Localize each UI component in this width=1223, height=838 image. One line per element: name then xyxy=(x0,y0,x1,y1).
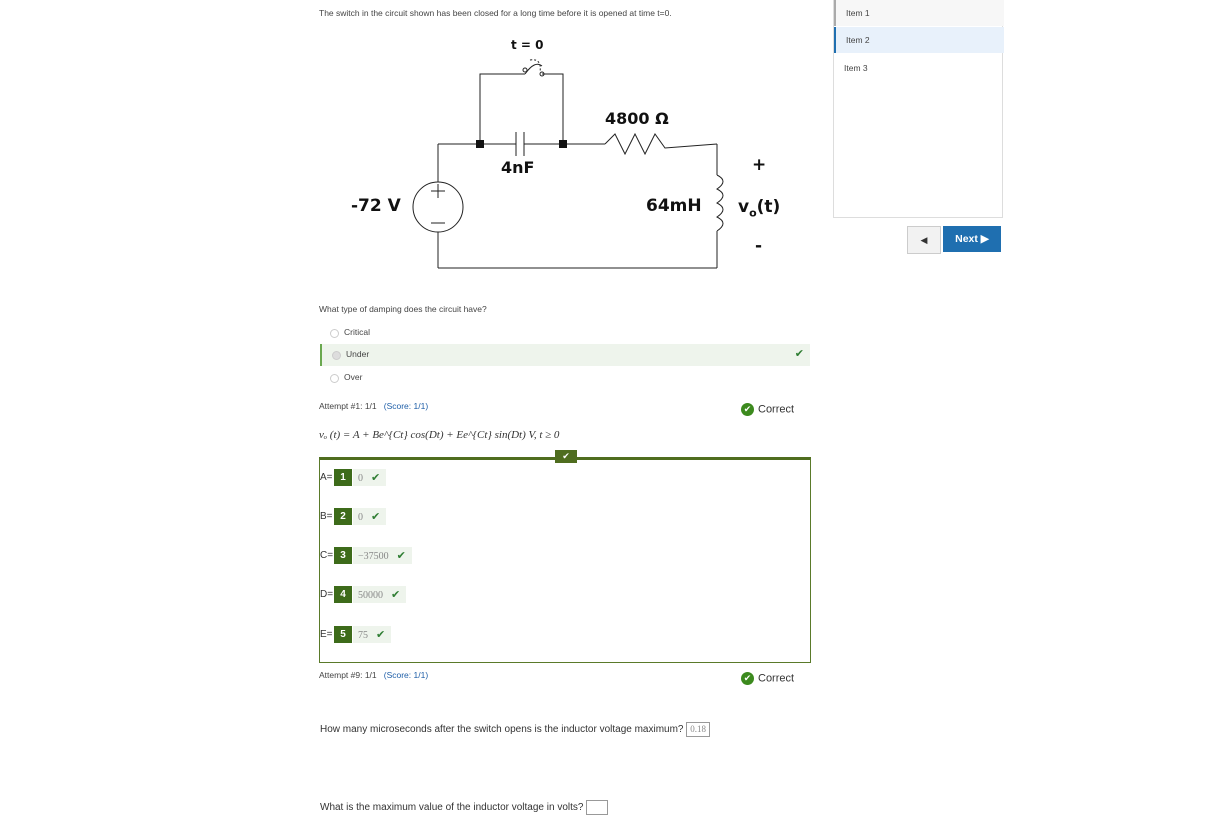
answer-a-field[interactable]: 0 ✔ xyxy=(353,469,386,486)
radio-icon[interactable] xyxy=(330,329,339,338)
checkmark-icon: ✔ xyxy=(741,672,754,685)
max-voltage-input[interactable] xyxy=(586,800,608,815)
radio-icon[interactable] xyxy=(332,351,341,360)
correct-badge: ✔ Correct xyxy=(741,403,794,416)
checkmark-icon: ✔ xyxy=(371,510,381,523)
collapse-icon[interactable]: ✔ xyxy=(555,450,577,463)
item-sidebar xyxy=(833,0,1003,218)
sidebar-item-3[interactable]: Item 3 xyxy=(844,63,868,73)
question-max-voltage: What is the maximum value of the inductor voltage in volts? xyxy=(320,800,608,815)
prev-button[interactable]: ◀ xyxy=(907,226,941,254)
inductor-label: 64mH xyxy=(646,196,702,216)
option-over[interactable]: Over xyxy=(320,367,810,389)
answer-e-field[interactable]: 75 ✔ xyxy=(353,626,391,643)
sidebar-item-1[interactable]: Item 1 xyxy=(834,0,1004,26)
score-link[interactable]: (Score: 1/1) xyxy=(383,401,429,411)
node-left xyxy=(476,140,484,148)
minus-sign: - xyxy=(755,236,763,256)
problem-statement: The switch in the circuit shown has been closed for a long time before it is opened at time t=0. xyxy=(319,8,672,18)
question-microseconds: How many microseconds after the switch opens is the inductor voltage maximum? 0.18 xyxy=(320,722,710,737)
resistor-label: 4800 Ω xyxy=(605,109,669,128)
capacitor-label: 4nF xyxy=(501,158,535,177)
checkmark-icon: ✔ xyxy=(376,628,386,641)
damping-question: What type of damping does the circuit have? xyxy=(319,304,487,314)
equation: vₒ (t) = A + Be^{Ct} cos(Dt) + Ee^{Ct} sin(Dt) V, t ≥ 0 xyxy=(319,429,560,441)
checkmark-icon: ✔ xyxy=(396,549,406,562)
switch-label: t = 0 xyxy=(511,38,544,52)
answer-c-field[interactable]: −37500 ✔ xyxy=(353,547,412,564)
next-button[interactable]: Next ▶ xyxy=(943,226,1001,252)
sidebar-item-2[interactable]: Item 2 xyxy=(834,27,1004,53)
answer-d-field[interactable]: 50000 ✔ xyxy=(353,586,406,603)
checkmark-icon: ✔ xyxy=(741,403,754,416)
checkmark-icon: ✔ xyxy=(391,588,401,601)
answer-b-field[interactable]: 0 ✔ xyxy=(353,508,386,525)
radio-icon[interactable] xyxy=(330,374,339,383)
checkmark-icon: ✔ xyxy=(371,471,381,484)
node-right xyxy=(559,140,567,148)
answers-attempt-info: Attempt #9: 1/1 (Score: 1/1) xyxy=(319,670,429,680)
microseconds-input[interactable]: 0.18 xyxy=(686,722,710,737)
vo-label: $v_o(t)$ xyxy=(738,197,781,220)
circuit-diagram xyxy=(330,30,810,280)
option-critical[interactable]: Critical xyxy=(320,322,810,344)
option-under[interactable]: Under ✔ xyxy=(320,344,810,366)
answers-correct-badge: ✔ Correct xyxy=(741,672,794,685)
checkmark-icon: ✔ xyxy=(794,348,804,360)
attempt-info: Attempt #1: 1/1 (Score: 1/1) xyxy=(319,401,429,411)
plus-sign: + xyxy=(752,155,767,175)
score-link[interactable]: (Score: 1/1) xyxy=(383,670,429,680)
source-label: -72 V xyxy=(351,196,401,216)
